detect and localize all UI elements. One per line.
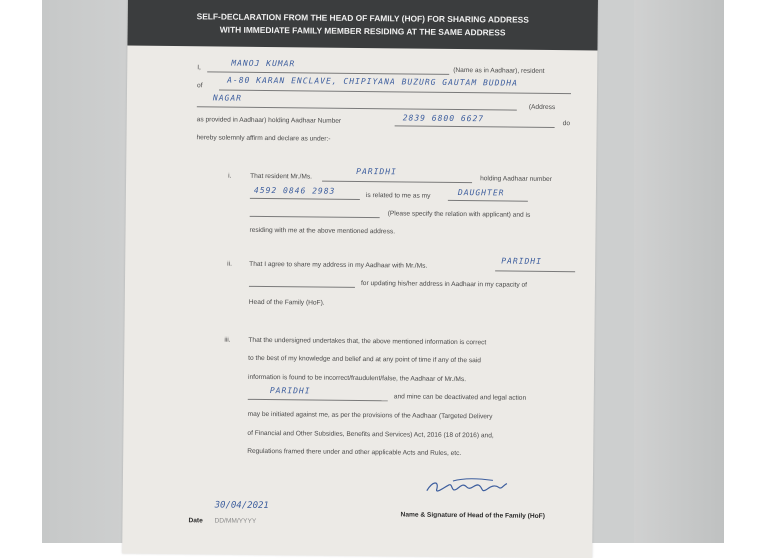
date-format: DD/MM/YYYY xyxy=(214,517,257,525)
resident-name: PARIDHI xyxy=(356,166,397,177)
relation: DAUGHTER xyxy=(457,188,505,198)
clause-3-text-2: to the best of my knowledge and belief and at any point of time if any of the said xyxy=(248,354,481,365)
clause-3-text-3: information is found to be incorrect/fraudulent/false, the Aadhaar of Mr./Ms. xyxy=(247,373,467,384)
signature-label: Name & Signature of Head of the Family (HoF) xyxy=(400,511,545,520)
clause-1-number: i. xyxy=(228,172,232,180)
clause-3-text-5: may be initiated against me, as per the provisions of the Aadhaar (Targeted Delivery xyxy=(247,410,493,421)
clause-1-text-1: That resident Mr./Ms. xyxy=(250,172,313,181)
hof-aadhaar-number: 2839 6800 6627 xyxy=(402,113,485,124)
hof-name: MANOJ KUMAR xyxy=(231,58,296,69)
address-line-1-rule xyxy=(219,89,571,94)
clause-3-name: PARIDHI xyxy=(269,386,311,396)
form-header xyxy=(127,0,598,50)
clause-3-text-6: of Financial and Other Subsidies, Benefits and Services) Act, 2016 (18 of 2016) and, xyxy=(247,429,494,440)
clause-1-text-3: is related to me as my xyxy=(365,192,431,200)
relation-spec-rule xyxy=(250,216,380,218)
clause-1-text-4: (Please specify the relation with applicant) and is xyxy=(387,210,531,219)
declaration-date: 30/04/2021 xyxy=(214,500,269,512)
clause-3-text-1: That the undersigned undertakes that, the above mentioned information is correct xyxy=(248,336,487,347)
aadhaar-suffix: do xyxy=(562,120,571,128)
intro-prefix: I, xyxy=(197,64,201,72)
resident-aadhaar-number: 4592 0846 2983 xyxy=(253,185,336,196)
resident-name-rule xyxy=(322,181,472,184)
clause-1-text-2: holding Aadhaar number xyxy=(480,175,552,183)
declaration-form xyxy=(122,0,598,558)
clause-3-text-7: Regulations framed there under and other applicable Acts and Rules, etc. xyxy=(247,447,462,458)
clause-2-name: PARIDHI xyxy=(501,256,542,266)
address-line-2: NAGAR xyxy=(212,93,243,103)
resident-aadhaar-rule xyxy=(250,198,360,200)
address-line-2-rule xyxy=(197,106,517,110)
clause-2-number: ii. xyxy=(227,260,232,268)
name-line xyxy=(207,71,449,75)
clause-2-text-1: That I agree to share my address in my Aadhaar with Mr./Ms. xyxy=(249,260,428,270)
hof-aadhaar-rule xyxy=(395,125,555,128)
clause-3-text-4: and mine can be deactivated and legal action xyxy=(393,393,527,402)
address-suffix: (Address xyxy=(528,103,556,112)
address-line-1: A-80 KARAN ENCLAVE, CHIPIYANA BUZURG GAUTAM BUDDHA xyxy=(227,75,518,88)
header-line-2: WITH IMMEDIATE FAMILY MEMBER RESIDING AT THE SAME ADDRESS xyxy=(219,24,506,38)
header-line-1: SELF-DECLARATION FROM THE HEAD OF FAMILY (HOF) FOR SHARING ADDRESS xyxy=(196,11,529,25)
clause-2-blank-rule xyxy=(249,286,355,288)
clause-3-number: iii. xyxy=(224,336,231,344)
clause-1-text-5: residing with me at the above mentioned address. xyxy=(249,226,396,236)
aadhaar-prefix: as provided in Aadhaar) holding Aadhaar Number xyxy=(196,116,342,125)
clause-2-text-3: Head of the Family (HoF). xyxy=(248,298,325,307)
name-suffix: (Name as in Aadhaar), resident xyxy=(453,66,545,75)
clause-3-name-rule xyxy=(248,399,388,401)
clause-2-name-rule xyxy=(495,270,575,272)
hof-signature xyxy=(423,475,513,505)
of-label: of xyxy=(197,82,203,90)
relation-rule xyxy=(448,200,528,202)
clause-2-text-2: for updating his/her address in Aadhaar in my capacity of xyxy=(360,279,528,289)
date-label: Date xyxy=(188,517,203,525)
affirm-text: hereby solemnly affirm and declare as under:- xyxy=(196,134,331,143)
scan-shadow-right xyxy=(634,0,724,543)
